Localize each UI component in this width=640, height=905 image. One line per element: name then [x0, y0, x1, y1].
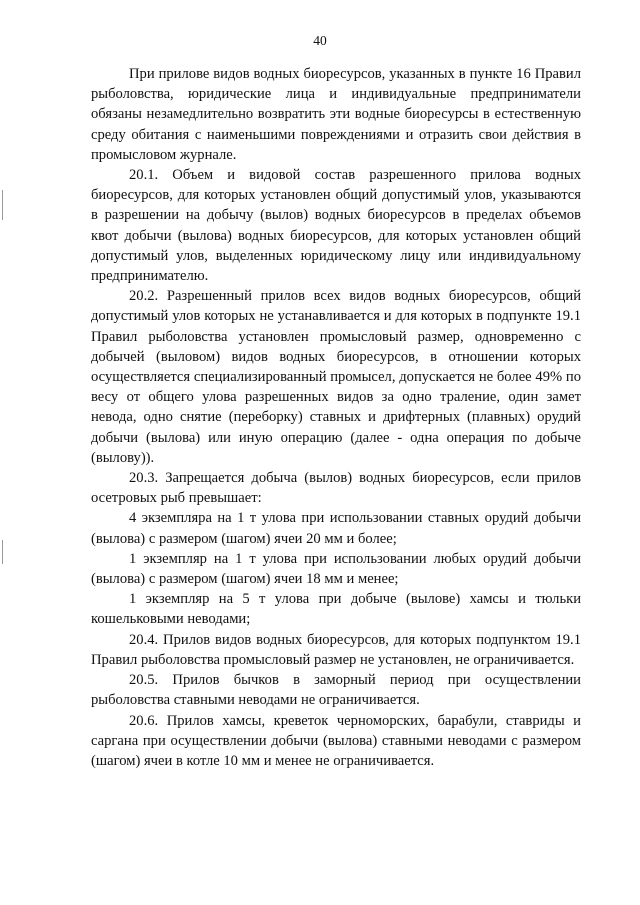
paragraph-bycatch-return: При прилове видов водных биоресурсов, указанных в пункте 16 Правил рыболовства, юридические лица и индивидуальные предприниматели обязаны незамедлительно возвратить эти водные биоресурсы в естественную среду обитания с наименьшими повреждениями и отразить свои действия в промысловом журнале.: [91, 66, 581, 163]
paragraph-20-3-item-3: 1 экземпляр на 5 т улова при добыче (вылове) хамсы и тюльки кошельковыми неводами;: [91, 591, 581, 628]
scan-edge-mark: [2, 190, 3, 220]
scan-edge-mark: [2, 540, 3, 564]
paragraph-20-3: 20.3. Запрещается добыча (вылов) водных биоресурсов, если прилов осетровых рыб превышает:: [91, 470, 581, 507]
paragraph-20-3-item-1: 4 экземпляра на 1 т улова при использовании ставных орудий добычи (вылова) с размером (шагом) ячеи 20 мм и более;: [91, 510, 581, 547]
document-body: [91, 64, 581, 771]
paragraph-20-2: 20.2. Разрешенный прилов всех видов водных биоресурсов, общий допустимый улов которых не устанавливается и для которых в подпункте 19.1 Правил рыболовства установлен промысловый размер, одновременно с добычей (выловом) видов водных биоресурсов, в отношении которых осуществляется специализированный промысел, допускается не более 49% по весу от общего улова разрешенных видов за одно траление, один замет невода, одно снятие (переборку) ставных и дрифтерных (плавных) орудий добычи (вылова) или иную операцию (далее - одна операция по добыче (вылову)).: [91, 288, 581, 466]
paragraph-20-4: 20.4. Прилов видов водных биоресурсов, для которых подпунктом 19.1 Правил рыболовства промысловый размер не установлен, не ограничивается.: [91, 631, 581, 668]
paragraph-20-5: 20.5. Прилов бычков в заморный период при осуществлении рыболовства ставными неводами не ограничивается.: [91, 672, 581, 709]
page-number: 40: [313, 33, 327, 48]
paragraph-20-3-item-2: 1 экземпляр на 1 т улова при использовании любых орудий добычи (вылова) с размером (шагом) ячеи 18 мм и менее;: [91, 550, 581, 588]
paragraph-20-6: 20.6. Прилов хамсы, креветок черноморских, барабули, ставриды и саргана при осуществлении добычи (вылова) ставными неводами с размером (шагом) ячеи в котле 10 мм и менее не ограничивается.: [91, 712, 581, 769]
paragraph-20-1: 20.1. Объем и видовой состав разрешенного прилова водных биоресурсов, для которых установлен общий допустимый улов, указываются в разрешении на добычу (вылов) водных биоресурсов в пределах объемов квот добычи (вылова) водных биоресурсов, для которых установлен общий допустимый улов, выделенных юридическому лицу или индивидуальному предпринимателю.: [91, 167, 581, 285]
